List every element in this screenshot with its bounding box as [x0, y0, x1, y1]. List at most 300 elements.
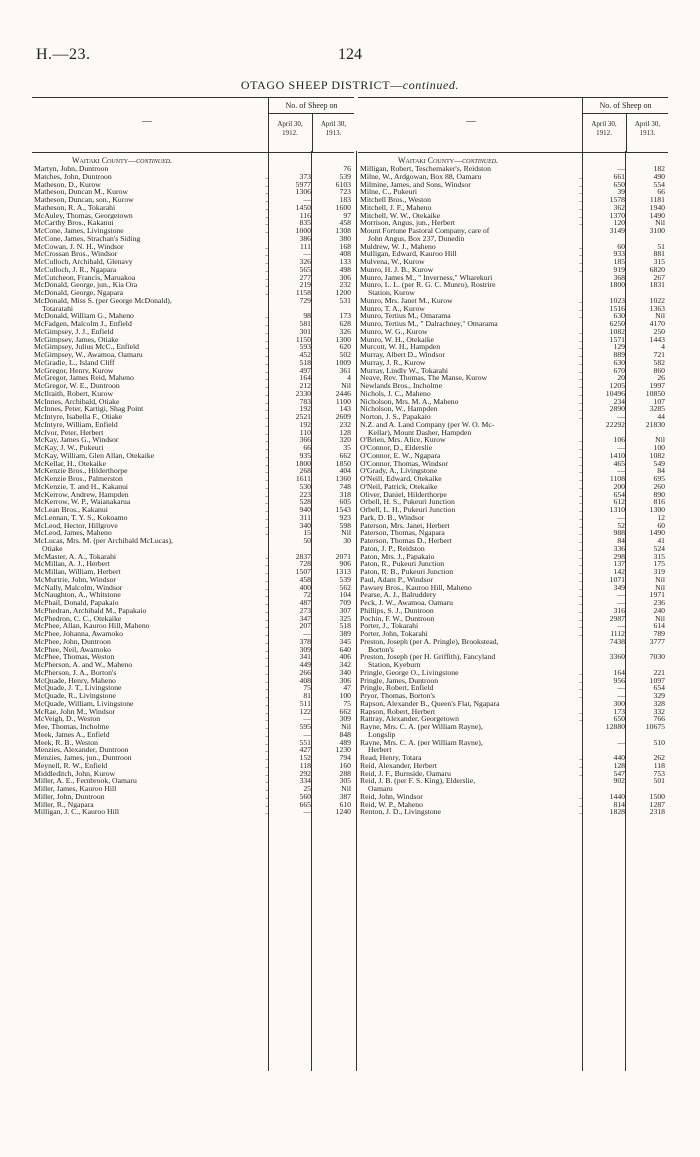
sheep-1912: 650: [613, 714, 625, 724]
sheep-1913: 2446: [335, 388, 351, 398]
sheep-1912: 1306: [295, 187, 311, 197]
sheep-1912: 1578: [609, 195, 625, 204]
owner-name: Paterson, Thomas D., Herbert: [360, 537, 452, 545]
sheep-1912: 783: [299, 396, 311, 406]
leader-dots: ..: [579, 326, 583, 336]
leader-dots: ..: [579, 311, 583, 321]
leader-dots: ..: [579, 264, 583, 274]
owner-name: Matheson, D., Kurow: [34, 180, 101, 189]
owner-name: Park, D. B., Windsor: [360, 513, 425, 522]
leader-dots: ..: [265, 450, 269, 460]
sheep-1912: 1158: [295, 288, 311, 297]
sheep-1912: 39: [617, 187, 625, 197]
owner-name: Pawsey Bros., Kauroo Hill, Maheno: [360, 583, 472, 592]
sheep-1912: —: [617, 412, 625, 421]
sheep-1912: 530: [299, 481, 311, 491]
owner-name: McLennan, T. Y. S., Kokoamo: [34, 513, 128, 522]
sheep-1913: 610: [339, 799, 351, 809]
owner-name: Morrison, Angus, jun., Herbert: [360, 219, 456, 227]
sheep-1913: 3100: [649, 226, 665, 235]
sheep-1912: 1440: [609, 791, 625, 801]
owner-name: McGimpsey, J. J., Enfield: [34, 327, 114, 336]
sheep-1912: 933: [613, 249, 625, 259]
sheep-1913: 44: [657, 412, 665, 421]
leader-dots: ..: [265, 257, 269, 266]
sheep-1913: 539: [339, 171, 351, 181]
sheep-1912: —: [617, 683, 625, 693]
sheep-1913: 361: [339, 365, 351, 375]
sheep-1912: 400: [299, 582, 311, 592]
owner-name: Nicholson, W., Hampden: [360, 405, 438, 413]
owner-name: Totaratahi: [42, 304, 74, 313]
sheep-1913: 524: [653, 543, 665, 553]
leader-dots: ..: [579, 691, 583, 700]
leader-dots: ..: [265, 590, 269, 600]
owner-name: McNally, Malcolm, Windsor: [34, 583, 123, 592]
owner-name: Murray, Lindly W., Tokarahi: [360, 366, 449, 375]
sheep-1912: 173: [613, 706, 625, 716]
owner-name: McKenzie, T. and H., Kakanui: [34, 482, 129, 491]
sheep-1913: 501: [653, 776, 665, 786]
sheep-1913: 35: [343, 443, 351, 452]
sheep-1913: 6820: [649, 264, 665, 274]
sheep-1912: 300: [613, 698, 625, 708]
sheep-1912: 66: [303, 443, 311, 452]
sheep-1913: 640: [339, 644, 351, 654]
sheep-1913: 326: [339, 326, 351, 336]
leader-dots: ..: [579, 474, 583, 483]
owner-name: Menzies, James, jun., Duntroon: [34, 754, 132, 762]
leader-dots: [574, 731, 588, 739]
sheep-1913: 614: [653, 621, 665, 631]
leader-dots: ..: [265, 288, 269, 297]
leader-dots: ..: [265, 768, 269, 778]
leader-dots: ..: [265, 698, 269, 708]
sheep-1913: 320: [339, 435, 351, 445]
sheep-1913: 1300: [649, 505, 665, 514]
leader-dots: ..: [265, 179, 269, 189]
leader-dots: ..: [265, 729, 269, 739]
sheep-1913: 662: [339, 450, 351, 460]
right-column: [358, 156, 668, 816]
sheep-1913: 250: [653, 326, 665, 336]
sheep-1913: 753: [653, 768, 665, 778]
leader-dots: [260, 297, 274, 305]
owner-name: Pearse, A. J., Balruddery: [360, 591, 437, 599]
sheep-1912: 661: [613, 171, 625, 181]
leader-dots: ..: [265, 171, 269, 181]
leader-dots: ..: [579, 218, 583, 228]
sheep-1913: 118: [653, 760, 665, 770]
sheep-1913: 620: [339, 342, 351, 352]
sheep-1912: 728: [299, 559, 311, 569]
sheep-1912: 200: [613, 481, 625, 491]
leader-dots: ..: [265, 241, 269, 251]
sheep-1912: —: [617, 164, 625, 173]
owner-name: McMillan, William, Herbert: [34, 568, 121, 576]
leader-dots: ..: [579, 621, 583, 631]
sheep-1913: 1443: [649, 334, 665, 344]
table-row: [32, 297, 354, 305]
leader-dots: [574, 281, 588, 289]
table-row: [32, 537, 354, 545]
owner-name: Mitchell, W. W., Otekaike: [360, 211, 441, 220]
owner-name: Reid, J. B. (per F. S. King), Elderslie,: [360, 777, 476, 785]
sheep-1912: 654: [613, 489, 625, 499]
owner-name: Mitchell, J. F., Maheno: [360, 203, 432, 212]
sheep-1913: 10675: [645, 722, 665, 731]
owner-name: McPhee, Allan, Kauroo Hill, Maheno: [34, 622, 150, 630]
leader-dots: ..: [579, 202, 583, 212]
sheep-1913: 107: [653, 396, 665, 406]
sheep-1912: 449: [299, 660, 311, 669]
owner-name: O'Connor, D., Elderslie: [360, 444, 433, 452]
sheep-1913: 240: [653, 605, 665, 615]
leader-dots: ..: [265, 660, 269, 669]
sheep-1913: 1240: [335, 807, 351, 817]
sheep-1912: 334: [299, 776, 311, 786]
sheep-1912: 137: [613, 559, 625, 569]
leader-dots: ..: [579, 357, 583, 367]
sheep-1912: 111: [300, 241, 311, 251]
sheep-1912: 164: [299, 373, 311, 383]
owner-name: Rattray, Alexander, Georgetown: [360, 715, 459, 723]
sheep-1912: 386: [299, 233, 311, 243]
owner-name: McMurtrie, John, Windsor: [34, 575, 116, 584]
owner-name: McDonald, George, jun., Kia Ora: [34, 281, 138, 289]
sheep-1912: 1800: [295, 458, 311, 468]
sheep-1912: 814: [613, 799, 625, 809]
owner-name: Miller, John, Duntroon: [34, 792, 105, 801]
leader-dots: ..: [265, 481, 269, 491]
leader-dots: ..: [579, 613, 583, 623]
leader-dots: ..: [265, 776, 269, 786]
owner-name: McPherson, A. and W., Maheno: [34, 661, 133, 669]
sheep-1912: 6250: [609, 319, 625, 328]
owner-name: McGimpsey, Julius McC., Enfield: [34, 343, 139, 351]
sheep-1912: 311: [299, 512, 311, 522]
owner-name: Orbell, L. H., Pukeuri Junction: [360, 506, 456, 514]
owner-name: Middleditch, John, Kurow: [34, 769, 116, 778]
owner-name: Munro, W. G., Kurow: [360, 327, 428, 336]
owner-name: McCone, James, Strachan's Siding: [34, 234, 141, 243]
leader-dots: ..: [579, 435, 583, 445]
leader-dots: ..: [579, 381, 583, 390]
owner-name: Reid, W. P., Maheno: [360, 800, 423, 809]
sheep-1913: 1490: [649, 210, 665, 220]
sheep-1912: 5977: [295, 179, 311, 189]
sheep-1912: 326: [299, 257, 311, 266]
owner-name: Peck, J. W., Awamoa, Oamaru: [360, 599, 454, 607]
leader-dots: ..: [265, 791, 269, 801]
sheep-1913: 332: [653, 706, 665, 716]
owner-name: Muldrew, W. J., Maheno: [360, 242, 436, 251]
owner-name: McLeod, James, Maheno: [34, 529, 112, 537]
table-row: [358, 421, 668, 429]
sheep-1912: —: [617, 512, 625, 522]
leader-dots: ..: [579, 543, 583, 553]
sheep-1912: 935: [299, 450, 311, 460]
leader-dots: ..: [265, 311, 269, 321]
sheep-1913: 1308: [335, 226, 351, 235]
owner-name: McRae, John M., Windsor: [34, 707, 116, 716]
leader-dots: ..: [579, 582, 583, 592]
owner-name: Munro, T. A., Kurow: [360, 304, 425, 313]
sheep-1912: 128: [613, 760, 625, 770]
sheep-1913: 721: [653, 350, 665, 359]
table-row: [358, 653, 668, 661]
leader-dots: ..: [579, 412, 583, 421]
sheep-1912: 458: [299, 574, 311, 584]
report-reference: H.—23.: [36, 46, 91, 63]
leader-dots: ..: [579, 512, 583, 522]
sheep-1913: 4170: [649, 319, 665, 328]
table-row: [358, 227, 668, 235]
owner-name: Porter, J., Tokarahi: [360, 622, 419, 630]
leader-dots: ..: [265, 621, 269, 631]
sheep-1912: 212: [299, 381, 311, 390]
sheep-1912: 630: [613, 357, 625, 367]
sheep-1912: 266: [299, 667, 311, 677]
owner-name: Mulligan, Edward, Kauroo Hill: [360, 250, 457, 258]
leader-dots: ..: [579, 807, 583, 817]
leader-dots: ..: [579, 567, 583, 576]
sheep-1912: 50: [303, 536, 311, 545]
sheep-1913: 549: [653, 458, 665, 468]
sheep-1912: 889: [613, 350, 625, 359]
leader-dots: ..: [265, 280, 269, 290]
owner-name: McPhee, John, Duntroon: [34, 637, 111, 646]
leader-dots: ..: [579, 667, 583, 677]
sheep-1912: 835: [299, 218, 311, 228]
sheep-1912: 192: [299, 419, 311, 429]
table-row: [32, 808, 354, 816]
sheep-1912: 565: [299, 264, 311, 274]
sheep-1912: —: [617, 691, 625, 700]
leader-dots: ..: [265, 365, 269, 375]
leader-dots: ..: [265, 652, 269, 662]
sheep-1913: 41: [657, 536, 665, 545]
owner-name: Pryor, Thomas, Borton's: [360, 692, 435, 700]
owner-name: Meek, James A., Enfield: [34, 730, 110, 739]
sheep-1912: 22292: [605, 419, 625, 429]
sheep-1912: 368: [613, 272, 625, 282]
sheep-1913: 881: [653, 249, 665, 259]
leader-dots: ..: [265, 396, 269, 406]
title-main: OTAGO SHEEP DISTRICT—: [240, 78, 403, 92]
sheep-1913: 380: [339, 233, 351, 243]
owner-name: McGregor, James Reid, Maheno: [34, 374, 134, 382]
owner-name: McGimpsey, W., Awamoa, Oamaru: [34, 351, 143, 359]
leader-dots: ..: [579, 683, 583, 693]
sheep-1912: 665: [299, 799, 311, 809]
leader-dots: ..: [265, 505, 269, 514]
owner-name: McKay, William, Glen Allan, Otekaike: [34, 451, 155, 460]
sheep-1912: 1571: [609, 334, 625, 344]
sheep-1912: 341: [299, 652, 311, 662]
sheep-1912: 120: [613, 218, 625, 228]
sheep-1912: 309: [299, 644, 311, 654]
leader-dots: ..: [265, 528, 269, 538]
owner-name: McCulloch, J. R., Ngapara: [34, 265, 117, 274]
sheep-1913: 408: [339, 249, 351, 259]
sheep-1912: 1108: [609, 474, 625, 483]
owner-name: Munro, L. L. (per R. G. C. Munro), Rostrire: [360, 281, 496, 289]
leader-dots: ..: [265, 629, 269, 638]
leader-dots: ..: [265, 202, 269, 212]
owner-name: Reid, J. F., Burnside, Oamaru: [360, 769, 451, 778]
sheep-1912: 1205: [609, 381, 625, 390]
leader-dots: ..: [265, 582, 269, 592]
sheep-1913: 21830: [645, 419, 665, 429]
owner-name: Paterson, Mrs. Janet, Herbert: [360, 521, 450, 530]
sheep-1913: 598: [339, 520, 351, 530]
leader-dots: [260, 537, 274, 545]
table-row: [358, 281, 668, 289]
sheep-1912: 75: [303, 683, 311, 693]
leader-dots: ..: [265, 226, 269, 235]
sheep-1913: 1363: [649, 303, 665, 313]
sheep-1912: 1023: [609, 295, 625, 305]
sheep-1913: 662: [339, 706, 351, 716]
owner-name: Nichols, J. C., Maheno: [360, 389, 431, 398]
leader-dots: ..: [265, 598, 269, 607]
owner-name: Herbert: [368, 746, 392, 754]
sheep-1912: 1310: [609, 505, 625, 514]
owner-name: Station, Kyeburn: [368, 661, 421, 669]
owner-name: Matheson, R. A., Tokarahi: [34, 203, 116, 212]
owner-name: Paul, Adam P., Windsor: [360, 575, 434, 584]
leader-dots: ..: [265, 737, 269, 747]
sheep-1913: Nil: [341, 528, 351, 538]
owner-name: McPhedron, C. C., Otekaike: [34, 614, 122, 623]
sheep-1913: 306: [339, 675, 351, 685]
leader-dots: ..: [579, 249, 583, 259]
sheep-1913: 605: [339, 497, 351, 507]
owner-name: McIntyre, William, Enfield: [34, 420, 118, 429]
date-1913-label: April 30, 1913.: [626, 114, 668, 152]
sheep-1913: 160: [339, 760, 351, 770]
sheep-count-header: [582, 98, 668, 152]
sheep-1912: 110: [299, 427, 311, 437]
sheep-1913: 1200: [335, 288, 351, 297]
owner-name: McCulloch, Archibald, Glenavy: [34, 258, 133, 266]
owner-name: McPhee, Johanna, Awamoko: [34, 630, 123, 638]
sheep-1913: 4: [347, 373, 351, 383]
sheep-1913: 539: [339, 574, 351, 584]
sheep-1913: 267: [653, 272, 665, 282]
leader-dots: ..: [265, 326, 269, 336]
sheep-1912: —: [303, 807, 311, 817]
sheep-1912: —: [303, 249, 311, 259]
owner-name: Menzies, Alexander, Duntroon: [34, 746, 129, 754]
owner-name: Oliver, Daniel, Hilderthorpe: [360, 490, 447, 499]
leader-dots: ..: [265, 706, 269, 716]
sheep-1913: 262: [653, 753, 665, 762]
sheep-1913: 100: [653, 443, 665, 452]
sheep-1912: 185: [613, 257, 625, 266]
owner-name: McCone, James, Livingstone: [34, 227, 124, 235]
sheep-1913: 12: [657, 512, 665, 522]
sheep-1912: 1450: [295, 202, 311, 212]
sheep-1913: 1360: [335, 474, 351, 483]
owner-name: Neave, Rev. Thomas, The Manse, Kurow: [360, 374, 488, 382]
sheep-1912: 2837: [295, 551, 311, 561]
leader-dots: ..: [579, 629, 583, 638]
owner-name: Milmine, James, and Sons, Windsor: [360, 180, 471, 189]
owner-name: McGimpsey, James, Otiake: [34, 335, 119, 344]
sheep-count-label: No. of Sheep on: [583, 98, 668, 114]
owner-name: O'Neill, Edward, Otekaike: [360, 475, 442, 483]
owner-name: McMaster, A. A., Tokarahi: [34, 552, 117, 561]
leader-dots: ..: [265, 381, 269, 390]
sheep-1913: 890: [653, 489, 665, 499]
owner-name: Reid, John, Windsor: [360, 792, 423, 801]
owner-name: McDonald, Miss S. (per George McDonald),: [34, 296, 172, 305]
owner-name: Mee, Thomas, Incholme: [34, 723, 110, 731]
sheep-1912: 427: [299, 745, 311, 755]
sheep-1913: 305: [339, 776, 351, 786]
owner-name: McLean Bros., Kakanui: [34, 506, 108, 514]
leader-dots: ..: [265, 195, 269, 204]
sheep-1913: 2071: [335, 551, 351, 561]
owner-name: Meek, R. B., Weston: [34, 738, 98, 747]
sheep-1913: Nil: [341, 381, 351, 390]
sheep-1913: 26: [657, 373, 665, 383]
leader-dots: ..: [265, 722, 269, 731]
sheep-1912: 518: [299, 357, 311, 367]
column-header-left: [32, 97, 354, 153]
owner-name: Paton, J. P., Reidston: [360, 544, 425, 553]
owner-name: Matches, John, Duntroon: [34, 172, 112, 181]
sheep-1912: 52: [617, 520, 625, 530]
owner-name: McKellar, H., Otekaike: [34, 459, 107, 468]
sheep-1913: 345: [339, 636, 351, 646]
leader-dots: ..: [265, 388, 269, 398]
table-row: [358, 723, 668, 731]
leader-dots: ..: [265, 745, 269, 755]
sheep-1913: 628: [339, 319, 351, 328]
leader-dots: ..: [265, 404, 269, 414]
owner-name: Read, Henry, Totara: [360, 754, 422, 762]
owner-name: McQuade, J. T., Livingstone: [34, 684, 122, 692]
sheep-1912: —: [303, 629, 311, 638]
leader-dots: ..: [265, 218, 269, 228]
leader-dots: [574, 723, 588, 731]
sheep-1913: 1009: [335, 357, 351, 367]
leader-dots: [574, 227, 588, 235]
sheep-1912: 118: [299, 760, 311, 770]
sheep-1912: 340: [299, 520, 311, 530]
sheep-1913: 60: [657, 520, 665, 530]
sheep-1912: 902: [613, 776, 625, 786]
leader-dots: ..: [265, 512, 269, 522]
sheep-1912: 547: [613, 768, 625, 778]
sheep-1913: Nil: [655, 435, 665, 445]
leader-dots: ..: [265, 249, 269, 259]
leader-dots: ..: [579, 388, 583, 398]
owner-name: McCutcheon, Francis, Maruakoa: [34, 273, 136, 282]
sheep-1913: 307: [339, 605, 351, 615]
leader-dots: ..: [579, 768, 583, 778]
owner-name: Paton, R. B., Pukeuri Junction: [360, 568, 454, 576]
date-1912-label: April 30, 1912.: [277, 120, 303, 137]
owner-name: Milligan, Robert, Teschemaker's, Reidston: [360, 165, 491, 173]
leader-dots: ..: [265, 373, 269, 383]
owner-name: McQuade, Henry, Maheno: [34, 676, 116, 685]
owner-name: McCowan, J. N. H., Windsor: [34, 242, 124, 251]
owner-name: Meynell, R. W., Enfield: [34, 761, 108, 770]
